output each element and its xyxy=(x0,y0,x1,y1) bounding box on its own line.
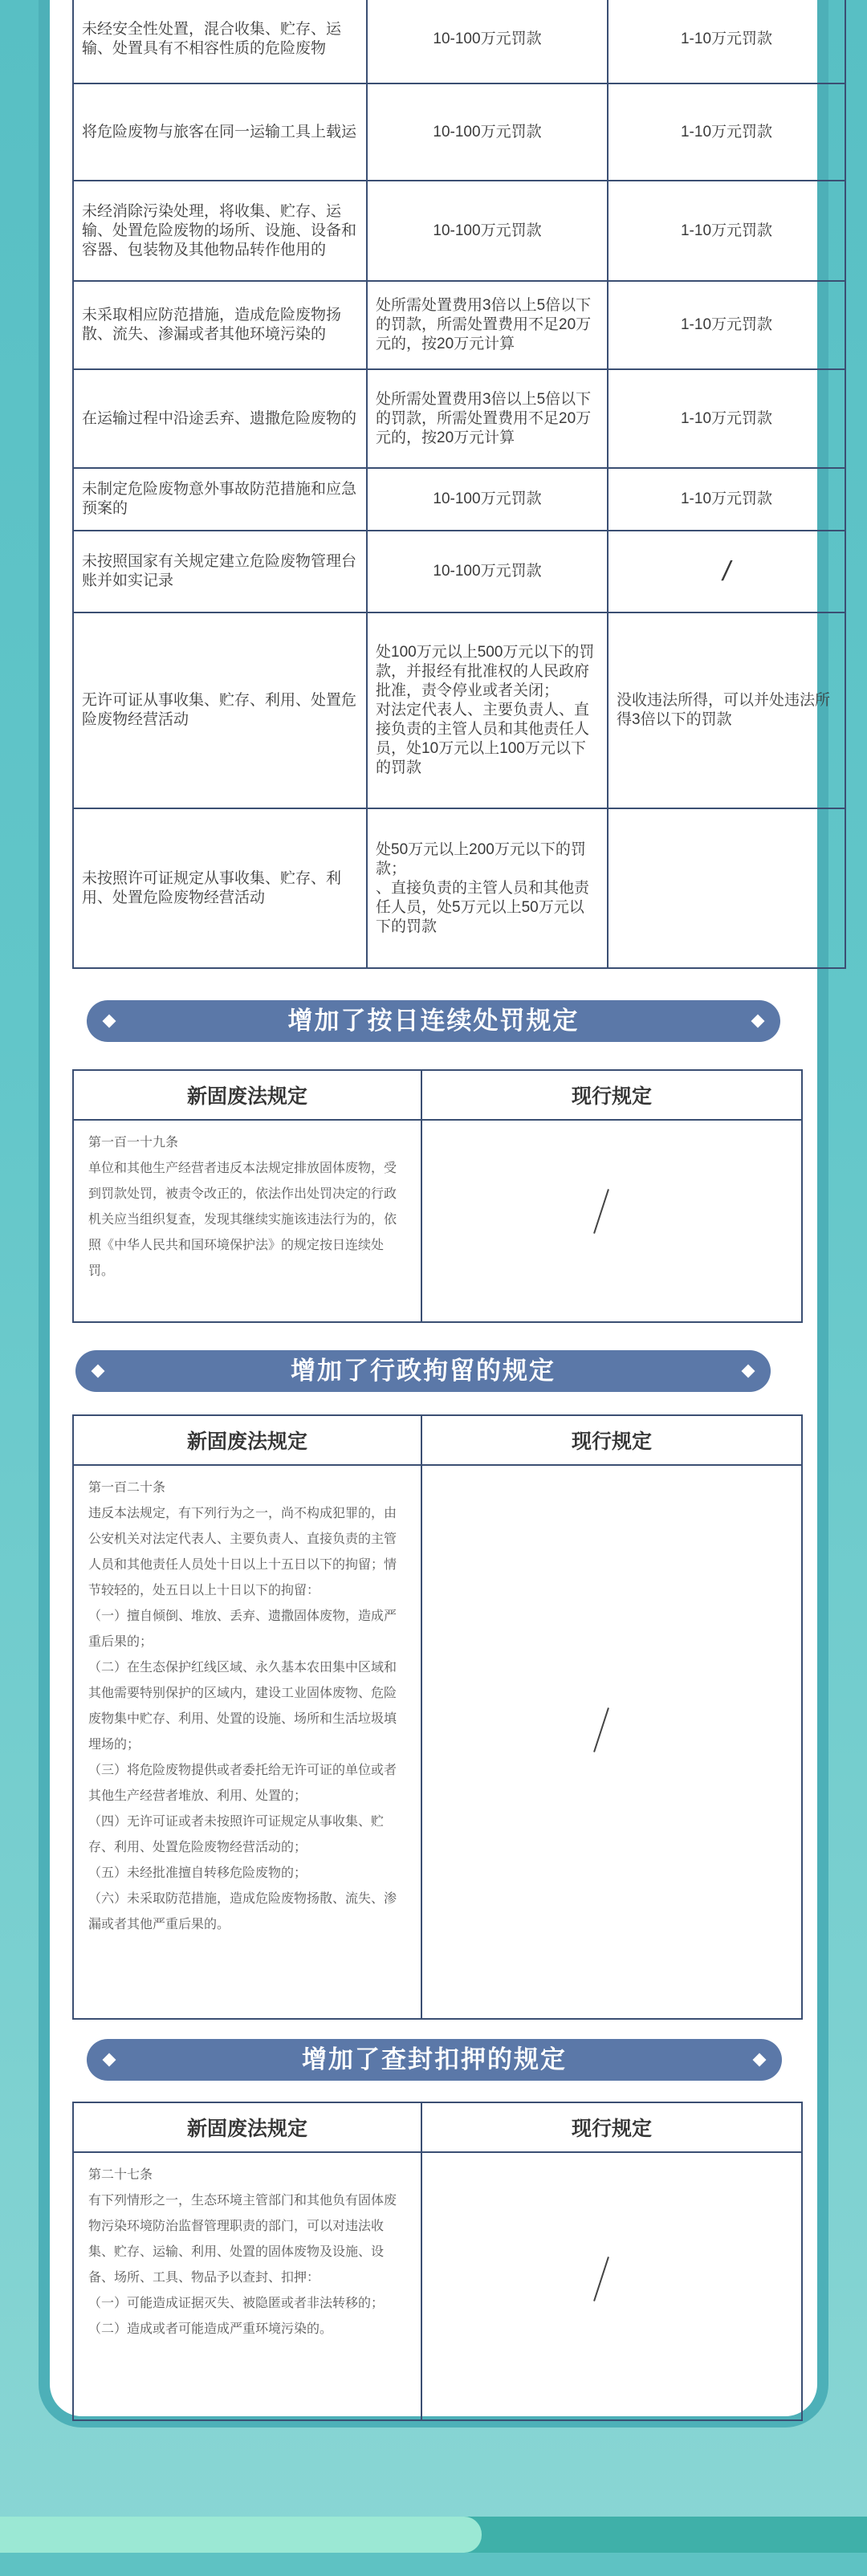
column-header-new: 新固废法规定 xyxy=(73,2102,421,2152)
violation-cell: 将危险废物与旅客在同一运输工具上载运 xyxy=(73,83,367,181)
current-law-cell xyxy=(421,2152,802,2420)
section-banner xyxy=(87,1000,780,1042)
table-row xyxy=(73,468,845,531)
table-row xyxy=(73,369,845,468)
new-penalty-cell: 处100万元以上500万元以下的罚款，并报经有批准权的人民政府批准，责令停业或者关闭； 对法定代表人、主要负责人、直接负责的主管人员和其他责任人员，处10万元以上100万元以下的罚款 xyxy=(367,612,608,808)
slash-icon xyxy=(593,2257,609,2301)
section-banner xyxy=(75,1350,771,1392)
new-law-text: 第二十七条 有下列情形之一，生态环境主管部门和其他负有固体废物污染环境防治监督管理职责的部门，可以对违法收集、贮存、运输、利用、处置的固体废物及设施、设备、场所、工具、物品予以查封、扣押： （一）可能造成证据灭失、被隐匿或者非法转移的； （二）造成或者可能造成严重环境污染的。 xyxy=(73,2152,421,2420)
violation-cell: 未经安全性处置，混合收集、贮存、运输、处置具有不相容性质的危险废物 xyxy=(73,0,367,83)
violation-cell: 在运输过程中沿途丢弃、遗撒危险废物的 xyxy=(73,369,367,468)
comparison-table xyxy=(72,1069,803,1323)
table-row xyxy=(73,281,845,369)
table-row xyxy=(73,181,845,281)
new-penalty-cell: 10-100万元罚款 xyxy=(367,0,608,83)
table-row xyxy=(73,531,845,612)
slash-icon xyxy=(593,1189,609,1234)
violation-cell: 未按照许可证规定从事收集、贮存、利用、处置危险废物经营活动 xyxy=(73,808,367,968)
diamond-icon xyxy=(751,1015,765,1028)
new-penalty-cell: 处所需处置费用3倍以上5倍以下的罚款，所需处置费用不足20万元的，按20万元计算 xyxy=(367,281,608,369)
diamond-icon xyxy=(753,2053,767,2067)
violation-cell: 未经消除污染处理，将收集、贮存、运输、处置危险废物的场所、设施、设备和容器、包装物及其他物品转作他用的 xyxy=(73,181,367,281)
violation-cell: 未采取相应防范措施，造成危险废物扬散、流失、渗漏或者其他环境污染的 xyxy=(73,281,367,369)
violation-cell: 无许可证从事收集、贮存、利用、处置危险废物经营活动 xyxy=(73,612,367,808)
section-title: 增加了查封扣押的规定 xyxy=(302,2045,567,2073)
section-title: 增加了按日连续处罚规定 xyxy=(287,1007,580,1035)
footer-bar-highlight xyxy=(0,2517,482,2553)
diamond-icon xyxy=(92,1365,105,1378)
penalty-table xyxy=(72,0,846,969)
table-row xyxy=(73,612,845,808)
new-penalty-cell: 10-100万元罚款 xyxy=(367,181,608,281)
new-penalty-cell: 处所需处置费用3倍以上5倍以下的罚款，所需处置费用不足20万元的，按20万元计算 xyxy=(367,369,608,468)
current-penalty-cell: 1-10万元罚款 xyxy=(608,468,845,531)
diamond-icon xyxy=(103,1015,116,1028)
new-penalty-cell: 10-100万元罚款 xyxy=(367,83,608,181)
current-law-cell xyxy=(421,1120,802,1322)
new-penalty-cell: 10-100万元罚款 xyxy=(367,468,608,531)
table-row xyxy=(73,0,845,83)
section-banner xyxy=(87,2039,782,2081)
section-title: 增加了行政拘留的规定 xyxy=(291,1357,556,1385)
current-penalty-cell: 1-10万元罚款 xyxy=(608,281,845,369)
new-law-text: 第一百二十条 违反本法规定，有下列行为之一，尚不构成犯罪的，由公安机关对法定代表人、主要负责人、直接负责的主管人员和其他责任人员处十日以上十五日以下的拘留；情节较轻的，处五日以上十日以下的拘留： （一）擅自倾倒、堆放、丢弃、遗撒固体废物，造成严重后果的； （二）在生态保护红线区域、永久基本农田集中区域和其他需要特别保护的区域内，建设工业固体废物、危险废物集中贮存、利用、处置的设施、场所和生活垃圾填埋场的； （三）将危险废物提供或者委托给无许可证的单位或者其他生产经营者堆放、利用、处置的； （四）无许可证或者未按照许可证规定从事收集、贮存、利用、处置危险废物经营活动的； （五）未经批准擅自转移危险废物的； （六）未采取防范措施，造成危险废物扬散、流失、渗漏或者其他严重后果的。 xyxy=(73,1465,421,2019)
current-penalty-cell: 1-10万元罚款 xyxy=(608,181,845,281)
comparison-table xyxy=(72,1414,803,2020)
new-penalty-cell: 10-100万元罚款 xyxy=(367,531,608,612)
current-penalty-cell: 1-10万元罚款 xyxy=(608,0,845,83)
diamond-icon xyxy=(742,1365,755,1378)
diamond-icon xyxy=(103,2053,116,2067)
current-penalty-cell xyxy=(608,808,845,968)
slash-icon xyxy=(593,1707,609,1752)
current-law-cell xyxy=(421,1465,802,2019)
footer-strip xyxy=(0,2553,867,2576)
comparison-table xyxy=(72,2102,803,2421)
column-header-current: 现行规定 xyxy=(421,1415,802,1465)
violation-cell: 未制定危险废物意外事故防范措施和应急预案的 xyxy=(73,468,367,531)
column-header-new: 新固废法规定 xyxy=(73,1415,421,1465)
new-law-text: 第一百一十九条 单位和其他生产经营者违反本法规定排放固体废物，受到罚款处罚，被责令改正的，依法作出处罚决定的行政机关应当组织复查，发现其继续实施该违法行为的，依照《中华人民共和国环境保护法》的规定按日连续处罚。 xyxy=(73,1120,421,1322)
table-row xyxy=(73,83,845,181)
column-header-new: 新固废法规定 xyxy=(73,1070,421,1120)
violation-cell: 未按照国家有关规定建立危险废物管理台账并如实记录 xyxy=(73,531,367,612)
current-penalty-cell: 没收违法所得，可以并处违法所得3倍以下的罚款 xyxy=(608,612,845,808)
current-penalty-cell: / xyxy=(608,531,845,612)
column-header-current: 现行规定 xyxy=(421,1070,802,1120)
column-header-current: 现行规定 xyxy=(421,2102,802,2152)
current-penalty-cell: 1-10万元罚款 xyxy=(608,83,845,181)
current-penalty-cell: 1-10万元罚款 xyxy=(608,369,845,468)
table-row xyxy=(73,808,845,968)
new-penalty-cell: 处50万元以上200万元以下的罚款； 、直接负责的主管人员和其他责任人员，处5万元以上50万元以下的罚款 xyxy=(367,808,608,968)
